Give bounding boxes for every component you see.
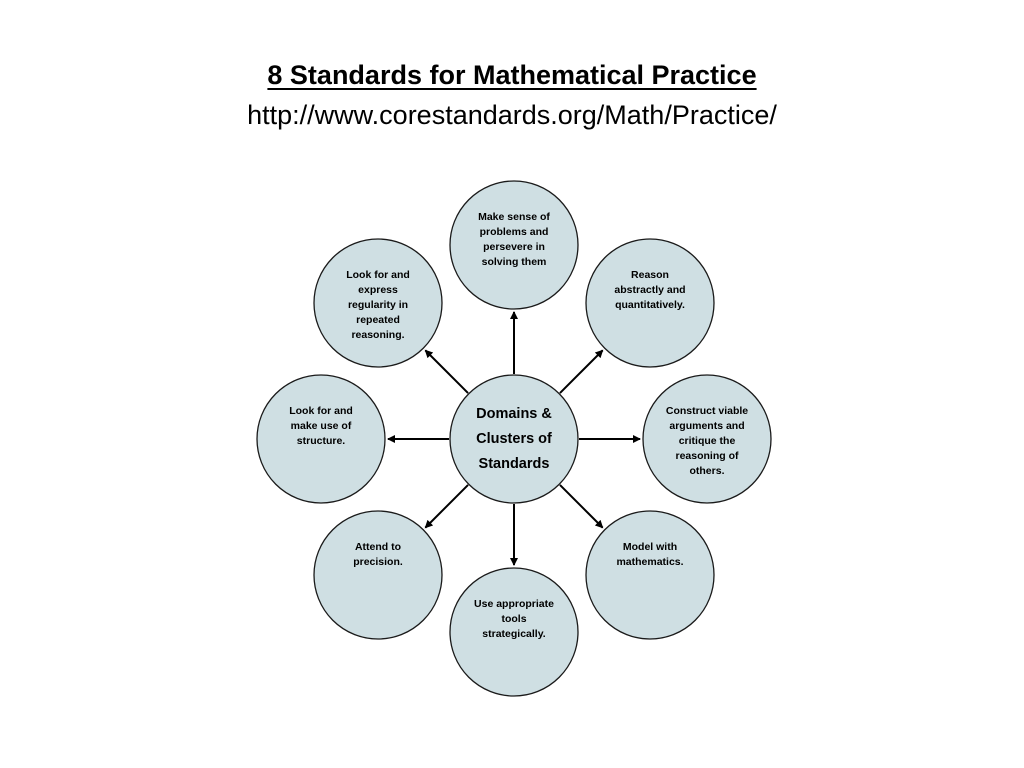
practice-node-label: Attend to xyxy=(354,540,402,553)
practice-node-label: solving them xyxy=(481,255,547,268)
practice-node-label: problems and xyxy=(479,225,549,238)
practice-node-label: mathematics. xyxy=(616,555,684,568)
arrow-bottom-left xyxy=(425,485,468,528)
practice-node-label: Reason xyxy=(631,268,669,281)
center-node-label: Standards xyxy=(478,455,550,472)
practice-node-label: tools xyxy=(501,612,527,625)
practice-node-bottom-left xyxy=(314,511,442,639)
practice-node-label: abstractly and xyxy=(614,283,686,296)
practice-node-label: repeated xyxy=(356,313,400,326)
practice-node-label: arguments and xyxy=(669,419,745,432)
center-node-label: Domains & xyxy=(476,405,552,422)
practice-node-label: make use of xyxy=(290,419,352,432)
arrow-top-right xyxy=(560,350,603,393)
practice-node-label: persevere in xyxy=(483,240,545,253)
center-node-label: Clusters of xyxy=(476,430,552,447)
practice-node-label: Use appropriate xyxy=(474,597,554,610)
practice-node-label: Look for and xyxy=(289,404,353,417)
page-title: 8 Standards for Mathematical Practice xyxy=(267,60,757,90)
practice-node-label: strategically. xyxy=(482,627,546,640)
center-group xyxy=(450,375,578,503)
arrow-top-left xyxy=(425,350,468,393)
practice-node-label: critique the xyxy=(678,434,736,447)
practice-node-label: reasoning. xyxy=(351,328,405,341)
practice-node-label: Make sense of xyxy=(478,210,550,223)
practice-node-label: quantitatively. xyxy=(615,298,685,311)
practice-node-label: precision. xyxy=(353,555,403,568)
page-url: http://www.corestandards.org/Math/Practice/ xyxy=(247,100,777,130)
practice-node-label: Look for and xyxy=(346,268,410,281)
practice-node-label: Model with xyxy=(622,540,678,553)
arrow-bottom-right xyxy=(560,485,603,528)
practice-node-bottom-right xyxy=(586,511,714,639)
practice-node-label: Construct viable xyxy=(665,404,749,417)
practice-node-label: regularity in xyxy=(347,298,409,311)
practice-node-label: reasoning of xyxy=(675,449,739,462)
practice-node-label: others. xyxy=(689,464,725,477)
practice-node-label: structure. xyxy=(296,434,346,447)
practice-node-label: express xyxy=(358,283,398,296)
